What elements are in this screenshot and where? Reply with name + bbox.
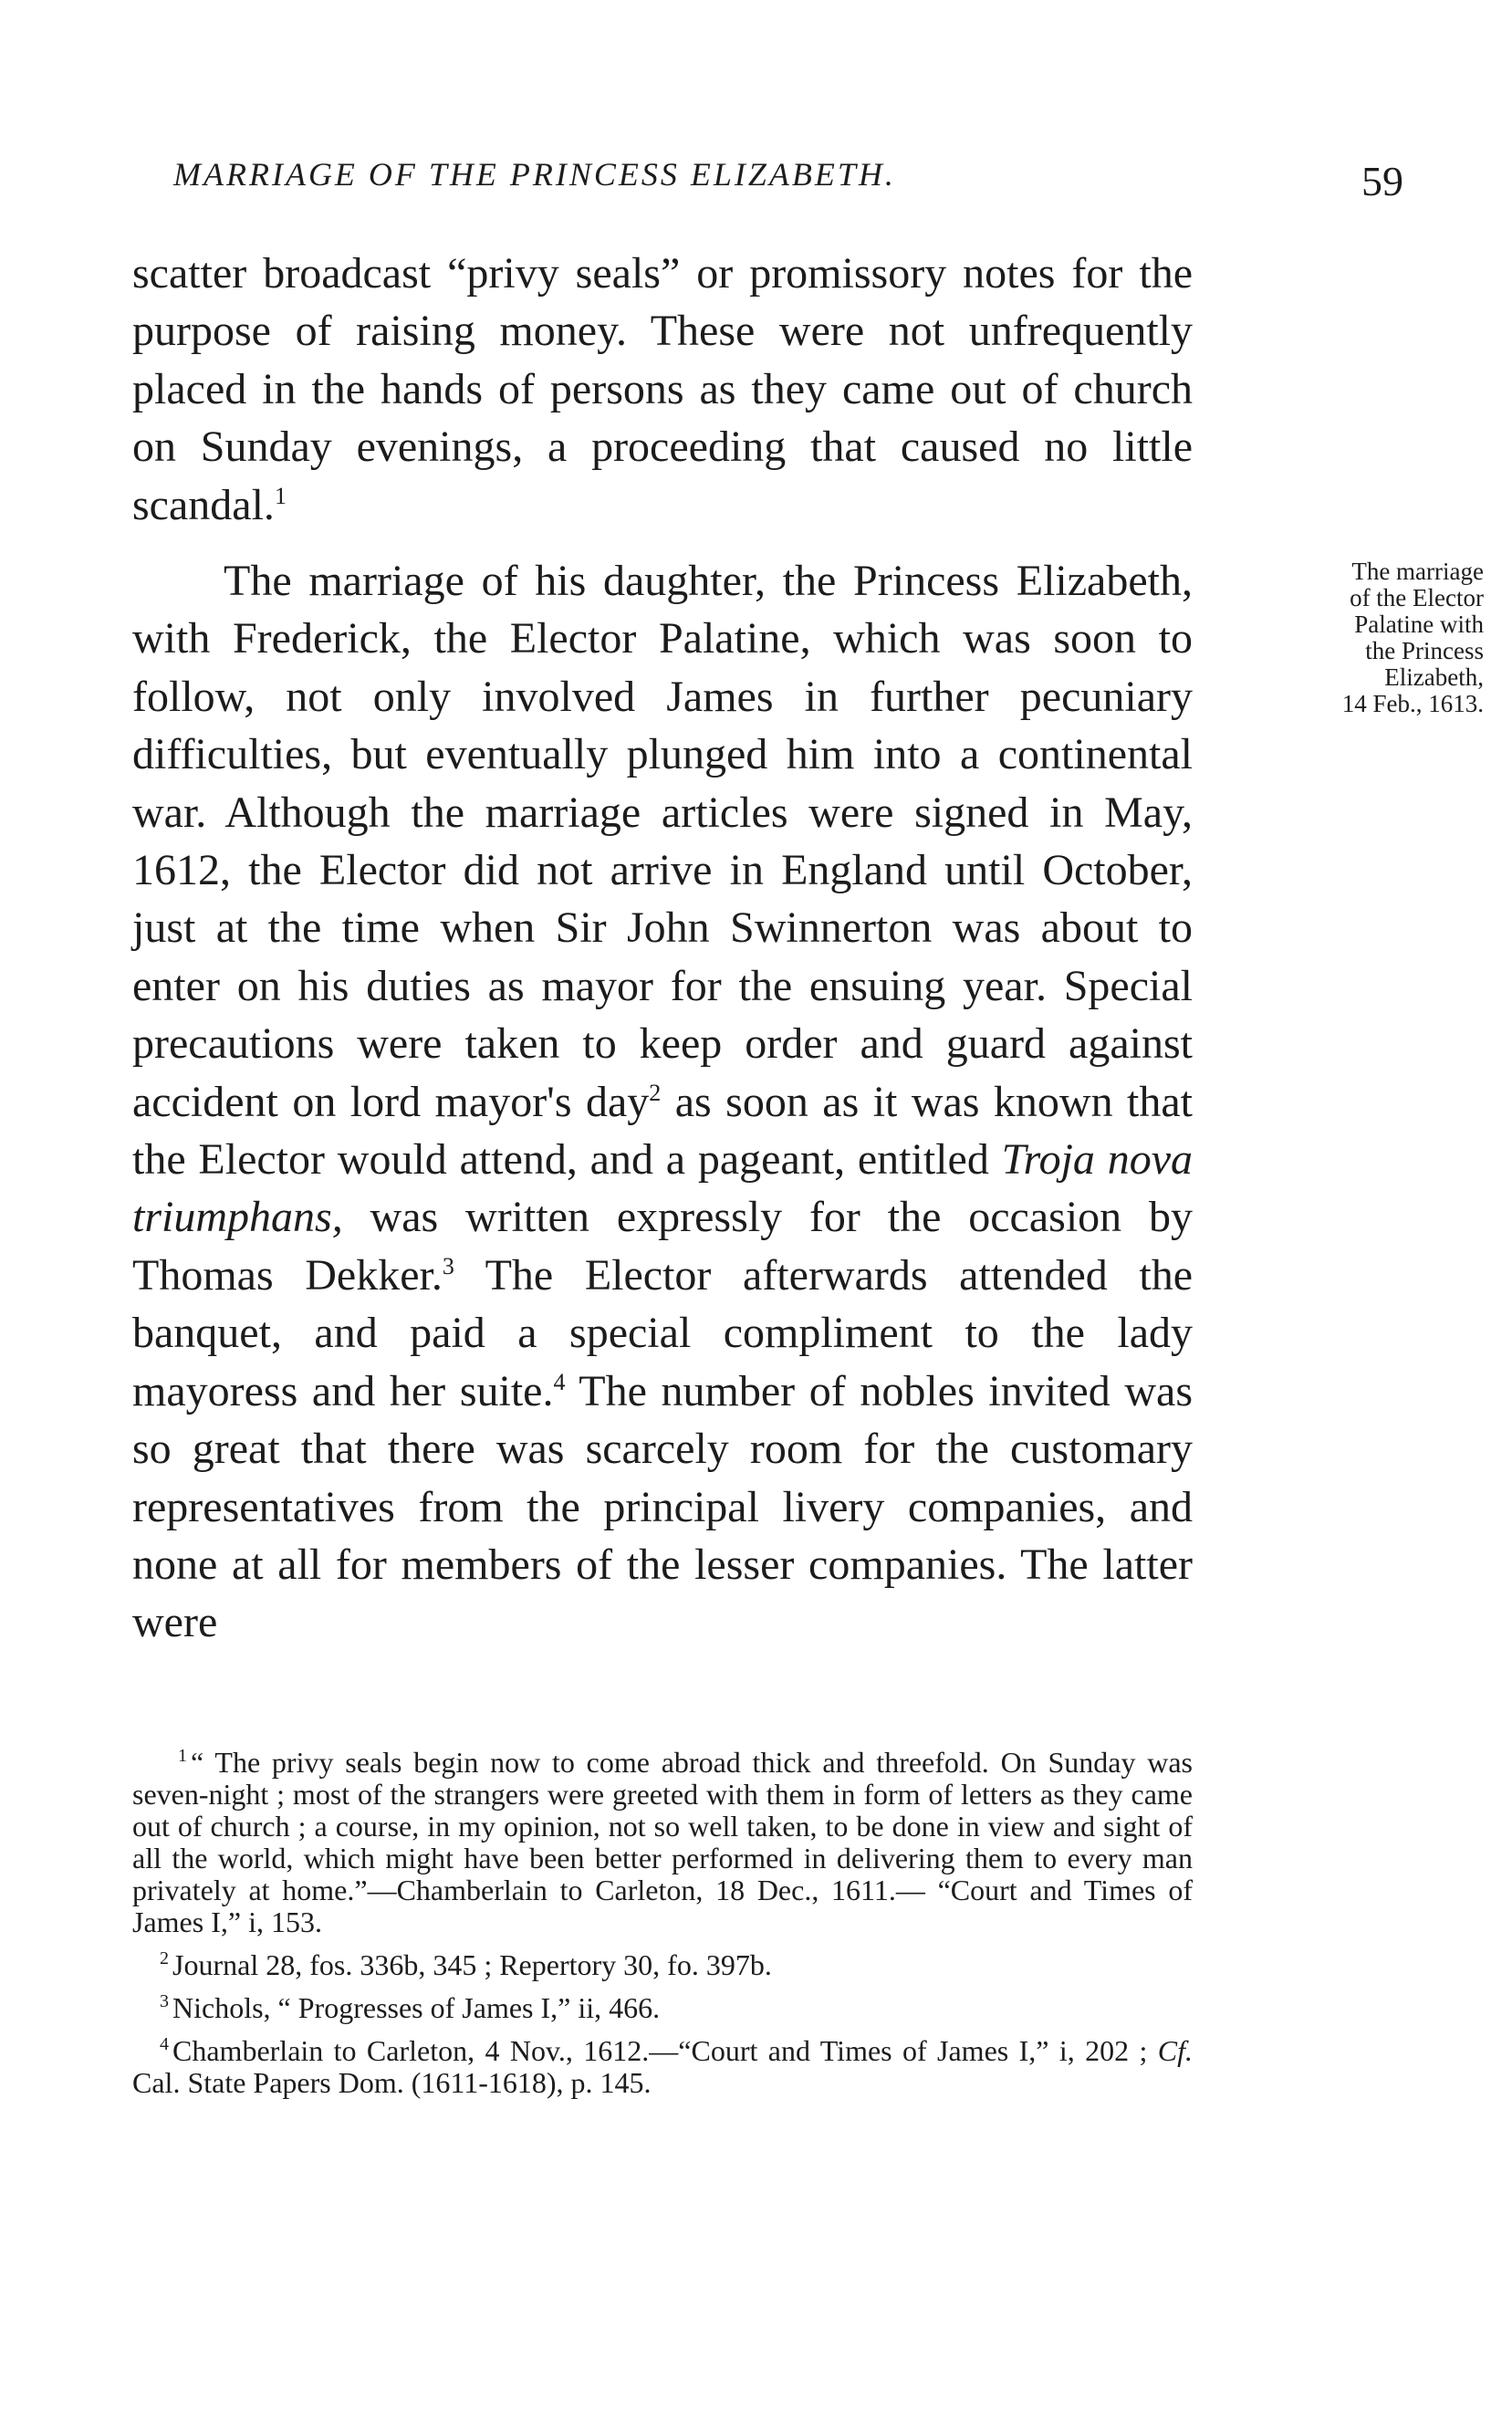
footnote-mark: 3 — [160, 1991, 169, 2012]
margin-note — [1210, 559, 1484, 717]
paragraph-2-text-d: The Elector afterwards attended the banquet, and paid a special compliment to the lady mayoress and her suite. — [132, 1250, 1193, 1415]
paragraph-2-text-c: was written expressly for the occasion by Thomas Dekker. — [132, 1193, 1193, 1300]
footnote-3 — [132, 1992, 1193, 2024]
paragraph-2 — [132, 552, 1193, 1652]
footnote-mark: 2 — [160, 1948, 169, 1969]
footnote-text: Nichols, “ Progresses of James I,” ii, 466. — [172, 1991, 661, 2024]
running-title: MARRIAGE OF THE PRINCESS ELIZABETH. — [173, 156, 896, 193]
margin-note-line: the Princess — [1365, 637, 1484, 664]
paragraph-2-text-b: as soon as it was known that the Elector would attend, and a pageant, entitled — [132, 1077, 1194, 1185]
paragraph-2-text-e: The number of nobles invited was so great that there was scarcely room for the customary representatives from the principal livery companies, and none at all for members of the lesser companies. The latter were — [132, 1366, 1193, 1647]
footnote-text: Cal. State Papers Dom. (1611-1618), p. 145. — [132, 2066, 652, 2099]
margin-note-line: Palatine with — [1354, 611, 1484, 638]
footnote-ref-4[interactable]: 4 — [553, 1368, 566, 1395]
margin-note-line: The marriage — [1351, 558, 1484, 585]
footnote-text: Journal 28, fos. 336b, 345 ; Repertory 30, fo. 397b. — [172, 1948, 772, 1981]
footnote-ref-3[interactable]: 3 — [442, 1252, 454, 1279]
margin-note-date: 14 Feb., 1613. — [1341, 690, 1484, 717]
footnote-cf: Cf. — [1157, 2034, 1193, 2067]
footnotes — [132, 1747, 1193, 2110]
paragraph-1-text: scatter broadcast “privy seals” or promissory notes for the purpose of raising money. These were not unfrequently placed in the hands of persons as they came out of church on Sunday evenings, a proceeding that caused no little scandal. — [132, 249, 1193, 529]
pageant-title: Troja nova triumphans, — [132, 1135, 1193, 1242]
footnote-4 — [132, 2035, 1193, 2099]
footnote-2 — [132, 1949, 1193, 1981]
margin-note-line: of the Elector — [1350, 584, 1484, 611]
footnote-mark: 1 — [178, 1746, 187, 1767]
page-number: 59 — [1361, 158, 1403, 204]
paragraph-2-text-a: The marriage of his daughter, the Princess Elizabeth, with Frederick, the Elector Palatine, which was soon to follow, not only involved James in further pecuniary difficulties, but eventually plunged him into a continental war. Although the marriage articles were signed in May, 1612, the Elector did not arrive in England until October, just at the time when Sir John Swinnerton was about to enter on his duties as mayor for the ensuing year. Special precautions were taken to keep order and guard against accident on lord mayor's day — [132, 557, 1193, 1126]
footnote-ref-1[interactable]: 1 — [274, 482, 287, 509]
footnote-text: Chamberlain to Carleton, 4 Nov., 1612.—“Court and Times of James I,” i, 202 ; — [172, 2034, 1158, 2067]
paragraph-1 — [132, 245, 1193, 534]
footnote-mark: 4 — [160, 2034, 169, 2055]
footnote-text: “ The privy seals begin now to come abroad thick and threefold. On Sunday was seven-night ; most of the strangers were greeted with them in form of letters as they came out of church ; a course, in my opinion, not so well taken, to be done in view and sight of all the world, which might have been better performed in delivering them to every man privately at home.”—Chamberlain to Carleton, 18 Dec., 1611.— “Court and Times of James I,” i, 153. — [132, 1746, 1193, 1938]
footnote-ref-2[interactable]: 2 — [649, 1079, 662, 1106]
margin-note-line: Elizabeth, — [1384, 663, 1484, 691]
footnote-1 — [132, 1747, 1193, 1938]
